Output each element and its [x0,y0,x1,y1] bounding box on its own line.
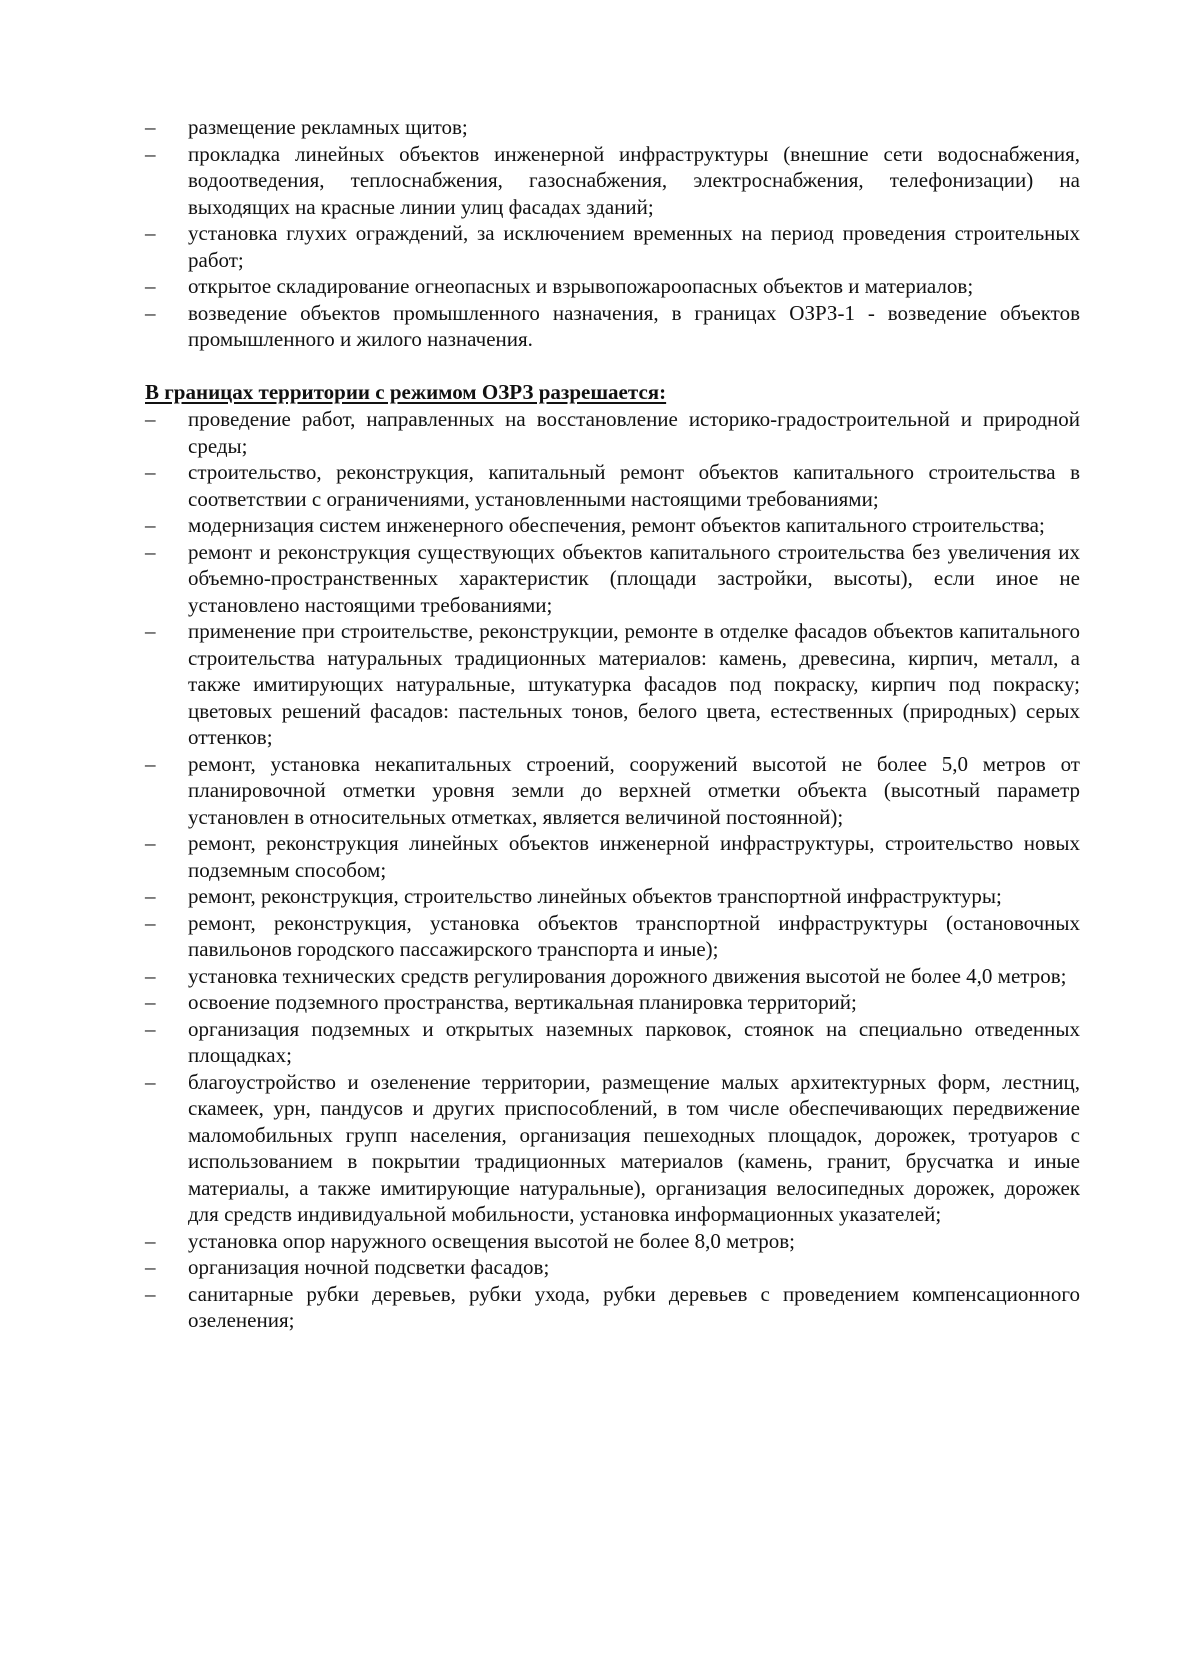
list-bullet: – [145,300,156,325]
list-item-text: организация ночной подсветки фасадов; [188,1255,550,1279]
list-item-text: организация подземных и открытых наземных парковок, стоянок на специально отведенных площадках; [188,1016,1080,1067]
document-page [145,114,1080,1334]
list-item [145,751,1080,831]
list-item [145,883,1080,910]
list-item [145,910,1080,963]
list-item-text: ремонт, установка некапитальных строений, сооружений высотой не более 5,0 метров от планировочной отметки уровня земли до верхней отметки объекта (высотный параметр установлен в относительных отметках, является величиной постоянной); [188,751,1080,829]
list-item-text: строительство, реконструкция, капитальный ремонт объектов капитального строительства в соответствии с ограничениями, установленными настоящими требованиями; [188,460,1080,511]
list-item [145,512,1080,539]
list-item [145,406,1080,459]
prohibited-list [145,114,1080,353]
list-item-text: размещение рекламных щитов; [188,115,468,139]
list-item-text: освоение подземного пространства, вертикальная планировка территорий; [188,990,857,1014]
list-item [145,1069,1080,1228]
list-item [145,539,1080,619]
list-item [145,1254,1080,1281]
list-bullet: – [145,115,156,139]
list-bullet: – [145,539,156,564]
list-bullet: – [145,274,156,298]
list-item-text: применение при строительстве, реконструкции, ремонте в отделке фасадов объектов капитального строительства натуральных традиционных материалов: камень, древесина, кирпич, металл, а также имитирующих натуральные, штукатурка фасадов под покраску, кирпич под покраску; цветовых решений фасадов: пастельных тонов, белого цвета, естественных (природных) серых оттенков; [188,619,1080,749]
list-item [145,989,1080,1016]
list-item-text: благоустройство и озеленение территории, размещение малых архитектурных форм, лестниц, скамеек, урн, пандусов и других приспособлений, в том числе обеспечивающих передвижение маломобильных групп населения, организация пешеходных площадок, дорожек, тротуаров с использованием в покрытии традиционных материалов (камень, гранит, брусчатка и иные материалы, а также имитирующие натуральные), организация велосипедных дорожек, дорожек для средств индивидуальной мобильности, установка информационных указателей; [188,1069,1080,1226]
list-item-text: ремонт и реконструкция существующих объектов капитального строительства без увеличения их объемно-пространственных характеристик (площади застройки, высоты), если иное не установлено настоящими требованиями; [188,539,1080,617]
list-bullet: – [145,990,156,1014]
list-bullet: – [145,831,156,855]
section-heading-allowed: В границах территории с режимом ОЗРЗ разрешается: [145,379,667,404]
list-item-text: ремонт, реконструкция, установка объектов транспортной инфраструктуры (остановочных павильонов городского пассажирского транспорта и иные); [188,910,1080,961]
list-bullet: – [145,513,156,537]
list-bullet: – [145,1281,156,1306]
list-bullet: – [145,910,156,935]
list-item [145,1228,1080,1255]
list-item-text: модернизация систем инженерного обеспечения, ремонт объектов капитального строительства; [188,513,1045,537]
list-bullet: – [145,963,156,988]
list-item-text: ремонт, реконструкция линейных объектов инженерной инфраструктуры, строительство новых подземным способом; [188,831,1080,882]
list-item-text: проведение работ, направленных на восстановление историко-градостроительной и природной среды; [188,407,1080,458]
list-item-text: установка опор наружного освещения высотой не более 8,0 метров; [188,1228,795,1253]
list-item-text: возведение объектов промышленного назначения, в границах ОЗРЗ-1 - возведение объектов промышленного и жилого назначения. [188,300,1080,351]
list-item [145,618,1080,751]
list-item [145,830,1080,883]
list-item [145,220,1080,273]
list-item-text: санитарные рубки деревьев, рубки ухода, рубки деревьев с проведением компенсационного озеленения; [188,1281,1080,1332]
allowed-list [145,406,1080,1334]
list-bullet: – [145,1016,156,1041]
list-item [145,459,1080,512]
list-bullet: – [145,1069,156,1094]
list-bullet: – [145,884,156,908]
list-item [145,300,1080,353]
list-bullet: – [145,1255,156,1279]
list-bullet: – [145,407,156,431]
list-item [145,114,1080,141]
list-bullet: – [145,619,156,643]
list-bullet: – [145,1228,156,1253]
list-bullet: – [145,460,156,484]
list-item-text: открытое складирование огнеопасных и взрывопожароопасных объектов и материалов; [188,274,974,298]
list-item [145,1016,1080,1069]
list-bullet: – [145,221,156,245]
list-item [145,1281,1080,1334]
list-item-text: прокладка линейных объектов инженерной инфраструктуры (внешние сети водоснабжения, водоотведения, теплоснабжения, газоснабжения, электроснабжения, телефонизации) на выходящих на красные линии улиц фасадах зданий; [188,141,1080,219]
list-item-text: установка глухих ограждений, за исключением временных на период проведения строительных работ; [188,221,1080,272]
list-item [145,141,1080,221]
list-item [145,273,1080,300]
list-item-text: установка технических средств регулирования дорожного движения высотой не более 4,0 метров; [188,963,1067,988]
list-bullet: – [145,141,156,166]
list-item [145,963,1080,990]
list-bullet: – [145,751,156,776]
list-item-text: ремонт, реконструкция, строительство линейных объектов транспортной инфраструктуры; [188,884,1002,908]
